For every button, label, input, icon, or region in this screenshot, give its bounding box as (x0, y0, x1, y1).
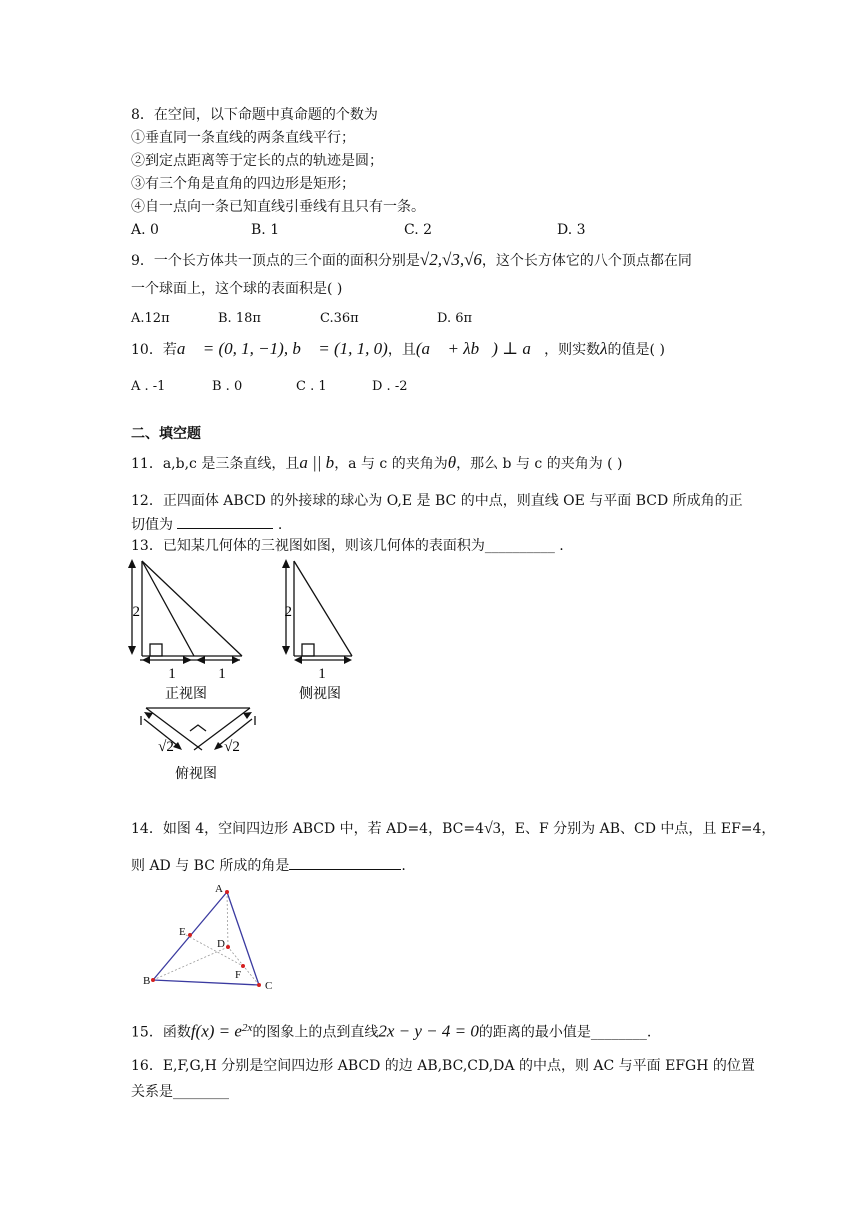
q10-stem: 10．若a⃗ = (0, 1, −1), b⃗ = (1, 1, 0)，且(a⃗ + λb⃗) ⊥ a⃗，则实数λ的值是( ) (131, 339, 665, 358)
q11-stem: 11．a,b,c 是三条直线，且a || b，a 与 c 的夹角为θ，那么 b 与 c 的夹角为 ( ) (131, 453, 623, 472)
q9-option-c: C.36π (320, 311, 359, 326)
q10-option-a: A . -1 (131, 379, 166, 394)
q10-lambda: λ (600, 339, 608, 358)
q14-label-e: E (179, 926, 186, 938)
q15-function: f(x) = e (190, 1021, 242, 1041)
q8-stem: 8．在空间，以下命题中真命题的个数为 (131, 107, 378, 123)
q15-line: 2x − y − 4 = 0 (378, 1021, 479, 1041)
q15-stem: 15．函数$f(x) = e^{2x}$的图象上的点到直线2x − y − 4 = 0的距离的最小值是________. (131, 1021, 652, 1041)
q9-option-d: D. 6π (437, 311, 473, 326)
q10-vectors: a⃗ = (0, 1, −1), b⃗ = (1, 1, 0) (176, 339, 388, 358)
q8-option-b: B. 1 (251, 222, 280, 238)
q14-label-a: A (215, 883, 223, 895)
q10-option-d: D . -2 (372, 379, 408, 394)
q8-statement-4: ④自一点向一条已知直线引垂线有且只有一条。 (131, 199, 425, 215)
q13-top-label1: √2 (158, 739, 174, 755)
q13-front-height: 2 (132, 604, 140, 620)
q13-side-base: 1 (318, 666, 326, 682)
q14-line2: 则 AD 与 BC 所成的角是 . (131, 855, 406, 876)
q13-top-caption: 俯视图 (175, 767, 217, 782)
q12-line2: 切值为 . (131, 514, 282, 535)
q8-option-a: A. 0 (131, 222, 159, 238)
q13-top-view (138, 700, 258, 786)
q14-label-b: B (143, 975, 151, 987)
q13-side-view (280, 556, 370, 706)
q11-condition: a || b (299, 453, 335, 472)
q9-option-b: B. 18π (218, 311, 261, 326)
q16-line2: 关系是________ (131, 1084, 229, 1100)
q9-stem-line1: 9．一个长方体共一顶点的三个面的面积分别是√2,√3,√6，这个长方体它的八个顶点都在同 (131, 250, 692, 269)
q8-statement-1: ①垂直同一条直线的两条直线平行； (131, 130, 355, 146)
q10-option-b: B . 0 (212, 379, 243, 394)
q8-statement-3: ③有三个角是直角的四边形是矩形； (131, 176, 355, 192)
q8-statement-2: ②到定点距离等于定长的点的轨迹是圆； (131, 153, 383, 169)
q13-front-base2: 1 (218, 666, 226, 682)
q9-stem-line2: 一个球面上，这个球的表面积是( ) (131, 281, 343, 297)
q10-condition: (a⃗ + λb⃗) ⊥ a⃗ (415, 339, 545, 358)
q14-blank (289, 855, 401, 870)
q13-top-label2: √2 (224, 739, 240, 755)
q10-option-c: C . 1 (296, 379, 327, 394)
q14-line1: 14．如图 4，空间四边形 ABCD 中，若 AD=4，BC=4√3，E、F 分别为 AB、CD 中点，且 EF=4， (131, 820, 776, 837)
q8-option-d: D. 3 (557, 222, 586, 238)
q13-side-caption: 侧视图 (299, 687, 341, 702)
q13-stem: 13．已知某几何体的三视图如图，则该几何体的表面积为__________ . (131, 538, 564, 554)
q16-line1: 16．E,F,G,H 分别是空间四边形 ABCD 的边 AB,BC,CD,DA 的中点，则 AC 与平面 EFGH 的位置 (131, 1058, 755, 1074)
q14-sqrt3: √3 (484, 820, 501, 837)
q13-side-height: 2 (284, 604, 292, 620)
q12-blank (177, 514, 273, 529)
q9-option-a: A.12π (131, 311, 170, 326)
q14-label-c: C (265, 980, 273, 992)
q14-label-f: F (235, 969, 242, 981)
section-title: 二、填空题 (131, 426, 201, 442)
q11-theta: θ (447, 453, 457, 472)
q15-exponent: 2x (241, 1022, 253, 1034)
q13-front-view (128, 556, 248, 706)
q9-areas: √2,√3,√6 (419, 250, 482, 269)
q14-figure (135, 878, 285, 998)
q14-label-d: D (217, 938, 225, 950)
q8-option-c: C. 2 (404, 222, 433, 238)
q12-line1: 12．正四面体 ABCD 的外接球的球心为 O,E 是 BC 的中点，则直线 OE 与平面 BCD 所成角的正 (131, 493, 743, 509)
q13-front-caption: 正视图 (165, 687, 207, 702)
q13-front-base1: 1 (168, 666, 176, 682)
